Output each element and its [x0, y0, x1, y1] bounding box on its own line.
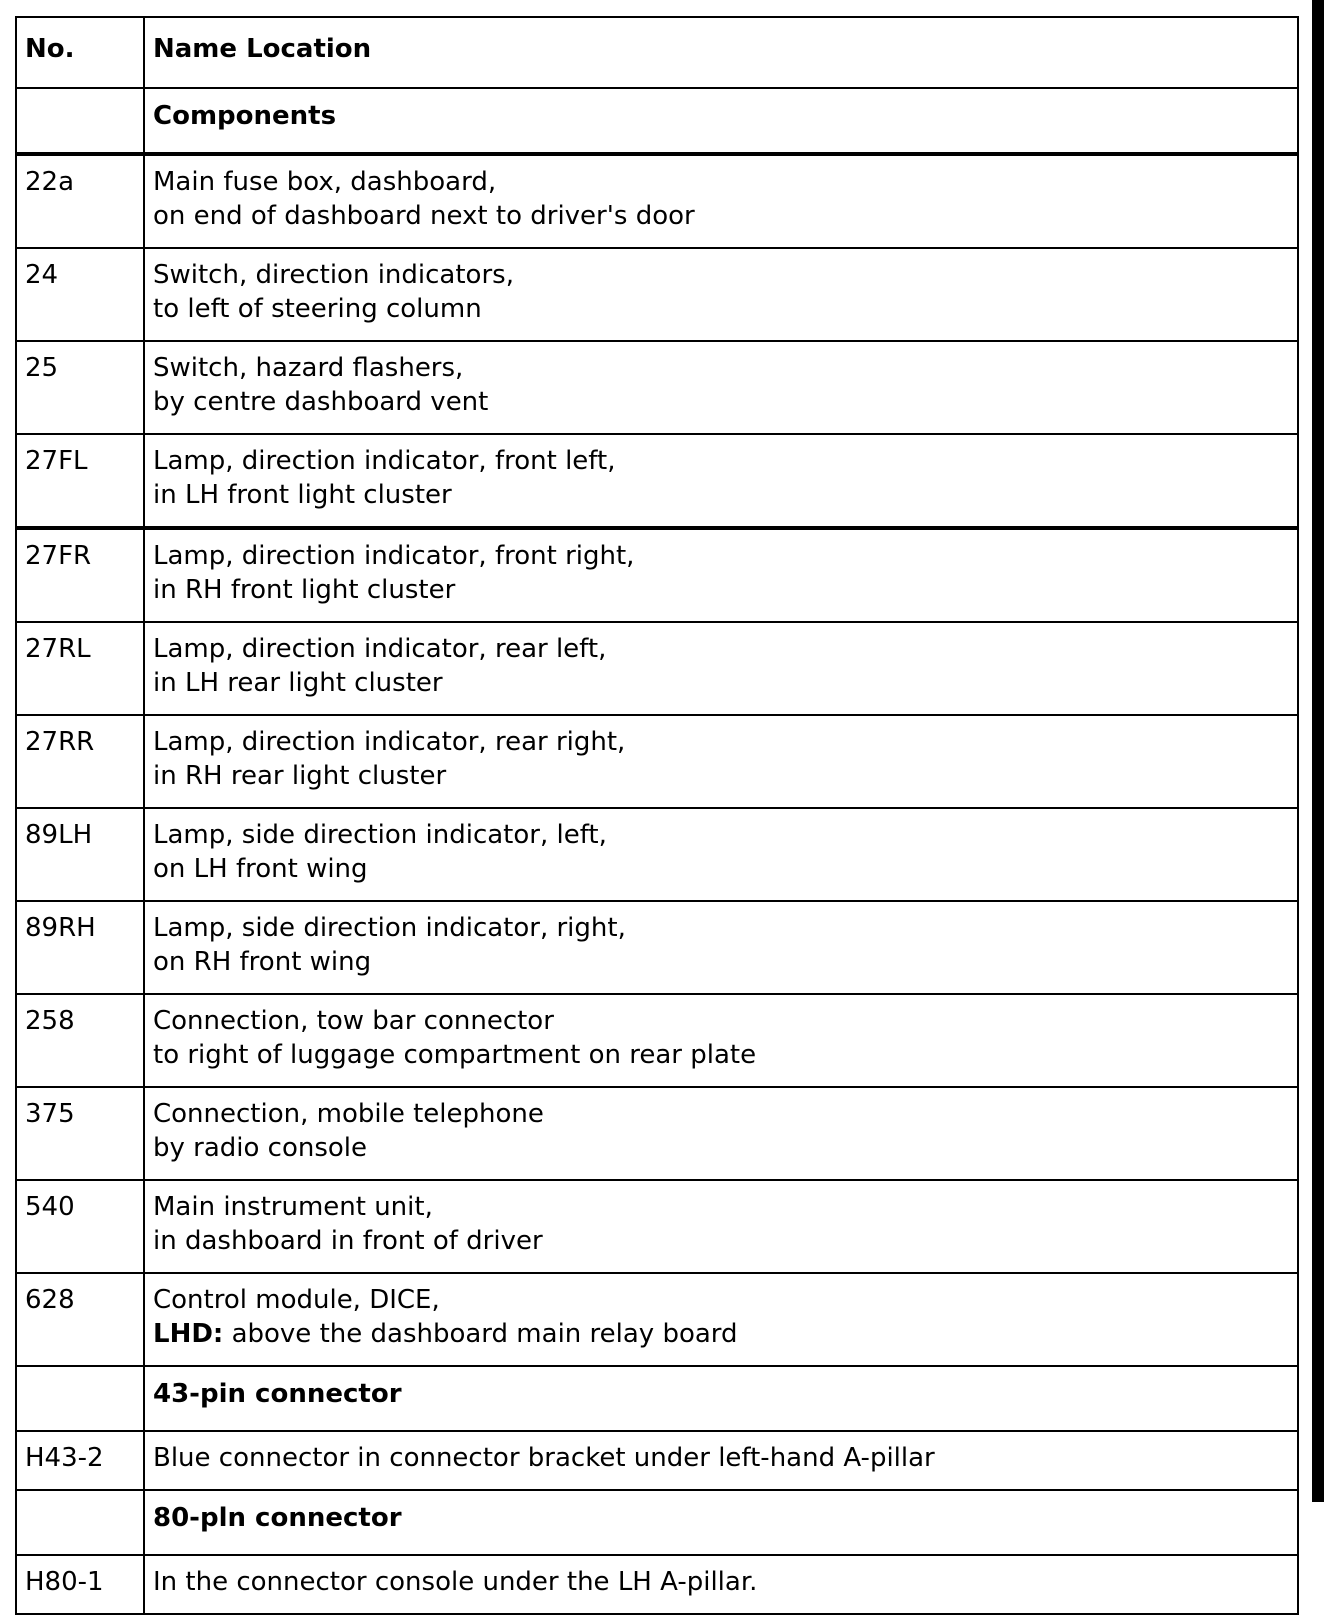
section-row-components [16, 88, 1298, 154]
row-name: Switch, hazard flashers, [153, 353, 464, 383]
row-no: 24 [16, 248, 144, 341]
row-location-text: above the dashboard main relay board [223, 1319, 738, 1349]
row-name: Main fuse box, dashboard, [153, 167, 497, 197]
page-edge-bar [1312, 0, 1324, 1502]
row-description [144, 808, 1298, 901]
section-row-43-pin [16, 1366, 1298, 1431]
row-location: by radio console [153, 1133, 368, 1163]
row-location-prefix: LHD: [153, 1319, 224, 1349]
section-no-cell [16, 88, 144, 154]
table-header-row [16, 17, 1298, 88]
row-description [144, 434, 1298, 528]
row-description [144, 715, 1298, 808]
section-no-cell [16, 1490, 144, 1555]
row-description [144, 1087, 1298, 1180]
row-no: 27RL [16, 622, 144, 715]
row-no: 258 [16, 994, 144, 1087]
row-no: H43-2 [16, 1431, 144, 1490]
row-description [144, 248, 1298, 341]
component-location-table [15, 16, 1299, 1615]
row-no: 89LH [16, 808, 144, 901]
row-name: Main instrument unit, [153, 1192, 433, 1222]
row-no: 540 [16, 1180, 144, 1273]
row-location: to right of luggage compartment on rear plate [153, 1040, 757, 1070]
row-location: on RH front wing [153, 947, 372, 977]
table-row [16, 1431, 1298, 1490]
table-row [16, 901, 1298, 994]
row-no: 89RH [16, 901, 144, 994]
section-title: Components [144, 88, 1298, 154]
row-location: to left of steering column [153, 294, 482, 324]
row-name: Lamp, side direction indicator, left, [153, 820, 607, 850]
row-no: 25 [16, 341, 144, 434]
row-description [144, 528, 1298, 622]
table-row [16, 1180, 1298, 1273]
table-row [16, 341, 1298, 434]
table-row [16, 154, 1298, 248]
row-name: Lamp, direction indicator, rear left, [153, 634, 607, 664]
table-row [16, 528, 1298, 622]
table-row [16, 434, 1298, 528]
row-no: 375 [16, 1087, 144, 1180]
row-description: In the connector console under the LH A-pillar. [144, 1555, 1298, 1614]
section-title: 80-pln connector [144, 1490, 1298, 1555]
row-name: Connection, tow bar connector [153, 1006, 554, 1036]
row-no: H80-1 [16, 1555, 144, 1614]
table-row [16, 1273, 1298, 1366]
row-name: Connection, mobile telephone [153, 1099, 544, 1129]
row-location [153, 1317, 1289, 1351]
row-description [144, 1180, 1298, 1273]
row-name: Switch, direction indicators, [153, 260, 514, 290]
table-row [16, 1555, 1298, 1614]
row-name: Lamp, side direction indicator, right, [153, 913, 626, 943]
row-location: on LH front wing [153, 854, 368, 884]
table-row [16, 622, 1298, 715]
row-name: Lamp, direction indicator, front right, [153, 541, 635, 571]
table-row [16, 808, 1298, 901]
row-description [144, 994, 1298, 1087]
row-name: Lamp, direction indicator, rear right, [153, 727, 626, 757]
header-name-location: Name Location [144, 17, 1298, 88]
row-description [144, 1273, 1298, 1366]
row-location: by centre dashboard vent [153, 387, 489, 417]
header-no: No. [16, 17, 144, 88]
row-description: Blue connector in connector bracket under left-hand A-pillar [144, 1431, 1298, 1490]
table-row [16, 248, 1298, 341]
row-no: 27FR [16, 528, 144, 622]
row-description [144, 622, 1298, 715]
row-no: 27RR [16, 715, 144, 808]
row-name: Control module, DICE, [153, 1285, 440, 1315]
row-description [144, 901, 1298, 994]
row-name: Lamp, direction indicator, front left, [153, 446, 616, 476]
row-location: on end of dashboard next to driver's door [153, 201, 695, 231]
row-description [144, 341, 1298, 434]
row-no: 628 [16, 1273, 144, 1366]
section-no-cell [16, 1366, 144, 1431]
row-description [144, 154, 1298, 248]
row-location: in LH front light cluster [153, 480, 452, 510]
table-row [16, 715, 1298, 808]
row-no: 22a [16, 154, 144, 248]
row-location: in RH front light cluster [153, 575, 456, 605]
table-row [16, 1087, 1298, 1180]
row-location: in RH rear light cluster [153, 761, 447, 791]
row-location: in LH rear light cluster [153, 668, 443, 698]
row-location: in dashboard in front of driver [153, 1226, 543, 1256]
section-title: 43-pin connector [144, 1366, 1298, 1431]
table-row [16, 994, 1298, 1087]
row-no: 27FL [16, 434, 144, 528]
section-row-80-pin [16, 1490, 1298, 1555]
